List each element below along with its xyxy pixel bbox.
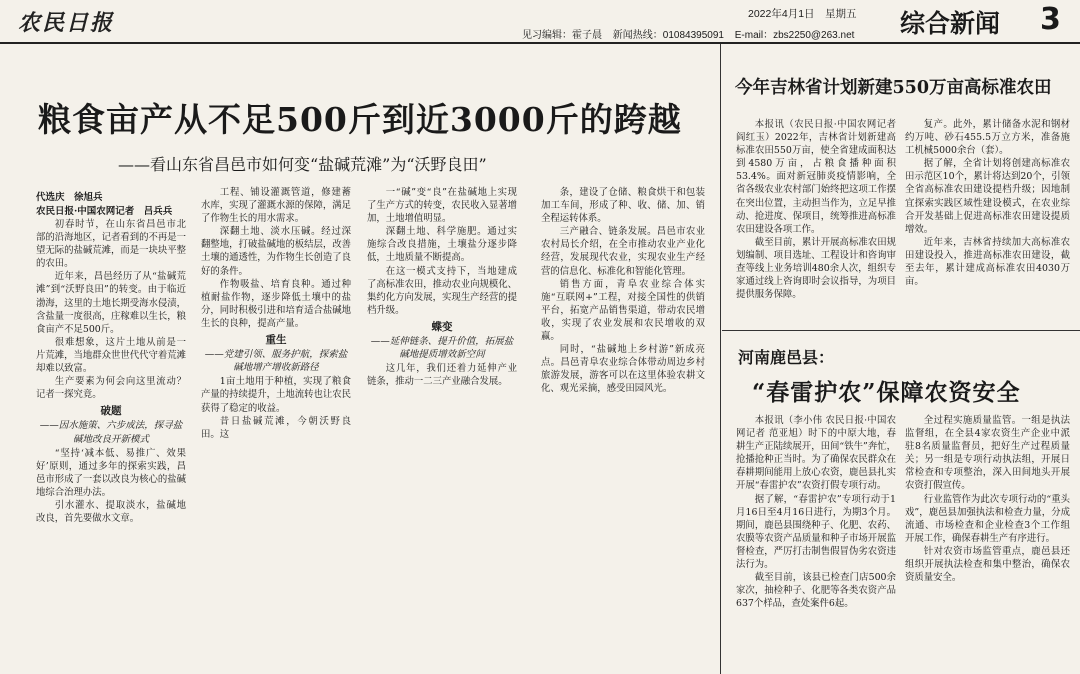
editor-info-line xyxy=(522,26,862,41)
jilin-headline: 今年吉林省计划新建550万亩高标准农田 xyxy=(735,78,1052,98)
section-subheading: ——延伸链条、提升价值，拓展盐碱地提质增效新空间 xyxy=(370,336,514,361)
lead-reporter-byline: 农民日报·中国农网记者 吕兵兵 xyxy=(36,206,173,217)
section-subheading: ——党建引领、服务护航，探索盐碱地增产增收新路径 xyxy=(204,349,348,374)
paragraph: 工程、铺设灌溉管道，修建蓄水库，实现了灌溉水源的保障，满足了作物生长的用水需求。 xyxy=(201,187,351,225)
paragraph: 近年来，吉林省持续加大高标准农田建设投入，推进高标准农田建设，截至去年，累计建成高标准农田4030万亩。 xyxy=(905,236,1070,288)
editor-name: 见习编辑：霍子晨 xyxy=(522,30,602,41)
paragraph: 作物吸盐、培育良种。通过种植耐盐作物，逐步降低土壤中的盐分，同时积极引进和培育适合盐碱地生长的良种，提高产量。 xyxy=(201,278,351,329)
paragraph: 截至目前，累计开展高标准农田规划编制、项目选址、工程设计和咨询审查等线上业务培训480余人次，组织专家通过线上咨询即时会议指导，为项目提供服务保障。 xyxy=(736,236,896,301)
masthead xyxy=(0,0,1080,44)
lead-subheadline: ——看山东省昌邑市如何变“盐碱荒滩”为“沃野良田” xyxy=(118,155,487,174)
section-subheading: ——因水施策、六步成法，探寻盐碱地改良开新模式 xyxy=(39,420,183,445)
paragraph: 这几年，我们还着力延伸产业链条，推动一二三产业融合发展。 xyxy=(367,363,517,388)
lead-headline: 粮食亩产从不足500斤到近3000斤的跨越 xyxy=(38,100,682,139)
paragraph: 深翻土地、淡水压碱。经过深翻整地，打破盐碱地的板结层，改善土壤的通透性，为作物生长创造了良好的条件。 xyxy=(201,226,351,277)
section-divider xyxy=(722,330,1080,331)
paragraph: 一“碱”变“良”在盐碱地上实现了生产方式的转变，农民收入显著增加，土地增值明显。 xyxy=(367,187,517,225)
paragraph: “坚持‘减本低、易推广、效果好’原则，通过多年的探索实践，昌邑市形成了一套以改良为核心的盐碱地综合治理办法。 xyxy=(36,447,186,498)
paragraph: 深翻土地、科学施肥。通过实施综合改良措施，土壤盐分逐步降低，土地质量不断提高。 xyxy=(367,226,517,264)
news-hotline: 新闻热线：01084395091 xyxy=(612,30,724,41)
jilin-column-1 xyxy=(736,118,896,326)
contact-email: E-mail：zbs2250@263.net xyxy=(734,30,855,41)
newspaper-logo: 农民日报 xyxy=(18,10,115,36)
lead-column-1 xyxy=(36,218,186,674)
lead-column-2 xyxy=(201,186,351,674)
section-heading-breakthrough: 破题 xyxy=(100,405,122,418)
paragraph: 条，建设了仓储、粮食烘干和包装加工车间，形成了种、收、储、加、销全程运转体系。 xyxy=(541,187,705,225)
paragraph: 在这一模式支持下，当地建成了高标准农田，推动农业向规模化、集约化方向发展，实现生产经营的提档升级。 xyxy=(367,265,517,316)
lead-column-4 xyxy=(541,186,705,674)
paragraph: 全过程实施质量监管。一组是执法监督组，在全县4家农资生产企业中派驻8名质量监督员，把好生产过程质量关；另一组是专项行动执法组，开展日常检查和专项整治，深入田间地头开展农资打假宣传。 xyxy=(905,415,1070,492)
paragraph: 行业监管作为此次专项行动的“重头戏”，鹿邑县加强执法和检查力量，分成流通、市场检查和企业检查3个工作组开展工作，确保春耕生产有序进行。 xyxy=(905,493,1070,544)
paragraph: 近年来，昌邑经历了从“盐碱荒滩”到“沃野良田”的转变。由于临近渤海，这里的土地长期受海水侵渍，含盐量一度很高，庄稼难以生长，粮食亩产不足500斤。 xyxy=(36,271,186,335)
paragraph: 昔日盐碱荒滩，今朝沃野良田。这 xyxy=(201,415,351,440)
luyi-column-1 xyxy=(736,414,896,674)
section-title: 综合新闻 xyxy=(900,9,1001,38)
paragraph: 据了解，全省计划将创建高标准农田示范区10个，累计将达到20个，引领全省高标准农田建设提档升级；因地制宜探索实践区域性建设模式，在农业综合开发基础上促进高标准农田建设提质增效。 xyxy=(905,158,1070,235)
paragraph: 同时，“盐碱地上乡村游”新成亮点。昌邑青阜农业综合体带动周边乡村旅游发展，游客可以在这里体验农耕文化、观光采摘，感受田园风光。 xyxy=(541,344,705,395)
column-divider xyxy=(720,44,721,674)
lead-column-3 xyxy=(367,186,517,674)
section-heading-rebirth: 重生 xyxy=(265,334,287,347)
paragraph: 销售方面，青阜农业综合体实施“互联网+”工程，对接全国性的供销平台，拓宽产品销售渠道，带动农民增收，实现了农业发展和农民增收的双赢。 xyxy=(541,278,705,343)
paragraph: 很难想象，这片土地从前是一片荒滩，当地群众世世代代守着荒滩却难以致富。 xyxy=(36,336,186,375)
paragraph: 本报讯（李小伟 农民日报·中国农网记者 范亚旭）时下的中原大地，春耕生产正陆续展开，田间“铁牛”奔忙，抢播抢种正当时。为了确保农民群众在春耕期间能用上放心农资，鹿邑县扎实开展“春雷护农”农资打假专项行动。 xyxy=(736,415,896,492)
issue-date: 2022年4月1日 星期五 xyxy=(748,8,857,20)
paragraph: 复产。此外，累计储备水泥和钢材约万吨、砂石455.5万立方米，准备施工机械5000余台（套）。 xyxy=(905,119,1070,157)
paragraph: 引水灌水、提取淡水，盐碱地改良，首先要做水文章。 xyxy=(36,499,186,525)
paragraph: 本报讯（农民日报·中国农网记者 阎红玉）2022年，吉林省计划新建高标准农田550万亩，使全省建成面积达到4580万亩，占粮食播种面积53.4%。面对新冠肺炎疫情影响，全省各级农业农村部门始终把这项工作摆在突出位置，主动担当作为，立足早推动、抢进度、保项目，统筹推进高标准农田建设各项工作。 xyxy=(736,119,896,235)
section-heading-transformation: 蝶变 xyxy=(431,320,453,333)
paragraph: 据了解，“春雷护农”专项行动于1月16日至4月16日进行，为期3个月。期间，鹿邑县围绕种子、化肥、农药、农膜等农资产品质量和种子市场开展监督检查，严厉打击制售假冒伪劣农资违法行为。 xyxy=(736,493,896,571)
paragraph: 初春时节，在山东省昌邑市北部的沿海地区，记者看到的不再是一望无际的盐碱荒滩，而是一块块平整的农田。 xyxy=(36,219,186,270)
jilin-column-2 xyxy=(905,118,1070,326)
luyi-kicker: 河南鹿邑县： xyxy=(738,348,835,367)
page-number: 3 xyxy=(1040,2,1061,37)
paragraph: 1亩土地用于种植，实现了粮食产量的持续提升，土地流转也让农民获得了稳定的收益。 xyxy=(201,376,351,414)
paragraph: 截至目前，该县已检查门店500余家次，抽检种子、化肥等各类农资产品637个样品，查处案件6起。 xyxy=(736,572,896,610)
paragraph: 针对农资市场监管重点，鹿邑县还组织开展执法检查和集中整治，确保农资质量安全。 xyxy=(905,545,1070,584)
lead-byline: 代选庆 徐旭兵 xyxy=(36,192,103,203)
paragraph: 生产要素为何会向这里流动？记者一探究竟。 xyxy=(36,376,186,401)
luyi-headline: “春雷护农”保障农资安全 xyxy=(752,379,1021,406)
luyi-column-2 xyxy=(905,414,1070,674)
paragraph: 三产融合、链条发展。昌邑市农业农村局长介绍，在全市推动农业产业化经营，发展现代农业，实现农业生产经营的信息化、标准化和智能化管理。 xyxy=(541,226,705,277)
